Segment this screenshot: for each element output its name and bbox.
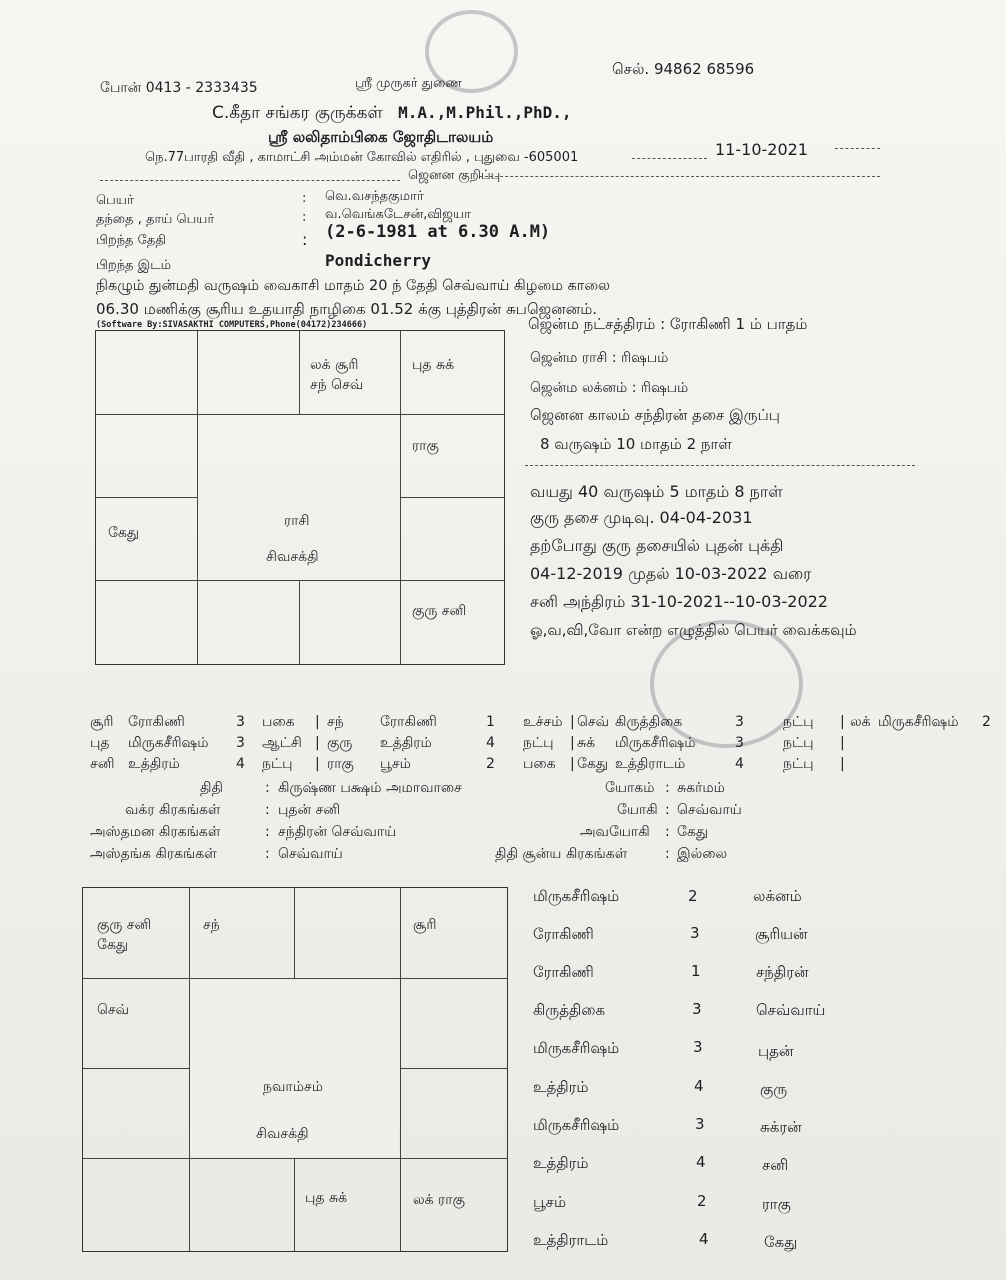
pt-cell: | xyxy=(570,735,575,751)
misc-right-sep: : xyxy=(665,824,670,840)
nak-pada: 3 xyxy=(690,924,700,942)
pt-cell: பூசம் xyxy=(380,756,411,772)
nak-pada: 3 xyxy=(693,1038,703,1056)
nak-star: உத்திராடம் xyxy=(533,1231,609,1249)
cell-number: செல். 94862 68596 xyxy=(612,60,755,78)
rasi-chart xyxy=(95,330,505,665)
pt-cell: செவ் xyxy=(577,714,610,730)
nak-planet: ராகு xyxy=(762,1195,791,1213)
nak-star: ரோகிணி xyxy=(533,925,594,943)
software-credit: (Software By:SIVASAKTHI COMPUTERS,Phone(04172)234666) xyxy=(96,320,368,330)
astrologer-name-text: C.கீதா சங்கர குருக்கள் xyxy=(212,103,383,123)
pt-cell: நட்பு xyxy=(783,735,814,751)
pt-cell: உச்சம் xyxy=(523,714,563,730)
header-rule-right xyxy=(632,158,707,159)
navamsam-cell-r0c1: சந் xyxy=(203,917,220,933)
nak-planet: புதன் xyxy=(758,1042,794,1060)
navamsam-chart-title: நவாம்சம் xyxy=(263,1079,323,1095)
nak-pada: 3 xyxy=(692,1000,702,1018)
office-name: ஸ்ரீ லலிதாம்பிகை ஜோதிடாலயம் xyxy=(268,128,494,146)
pt-cell: நட்பு xyxy=(783,756,814,772)
pt-cell: சனி xyxy=(90,756,115,772)
nak-star: பூசம் xyxy=(533,1193,567,1211)
nak-planet: சனி xyxy=(762,1156,789,1174)
pt-cell: ராகு xyxy=(327,756,354,772)
sep-parents: : xyxy=(302,210,307,225)
rasi-chart-title: ராசி xyxy=(284,513,310,529)
nak-pada: 2 xyxy=(697,1192,707,1210)
value-parents: வ.வெங்கடேசன்,விஜயா xyxy=(325,207,471,222)
title-rule-left xyxy=(100,180,400,181)
navamsam-cell-r0c0: குரு சனி கேது xyxy=(97,917,152,953)
rasi-cell-r2c0: கேது xyxy=(108,525,140,541)
qualifications: M.A.,M.Phil.,PhD., xyxy=(398,103,572,122)
pt-cell: மிருகசீரிஷம் xyxy=(878,714,959,730)
pt-cell: 2 xyxy=(982,714,991,730)
nak-star: மிருகசீரிஷம் xyxy=(533,887,620,905)
pt-cell: சூரி xyxy=(90,714,114,730)
birth-info-rule xyxy=(525,465,915,466)
misc-label: அஸ்தங்க கிரகங்கள் xyxy=(90,846,217,862)
header-rule-far-right xyxy=(835,148,880,149)
misc-right-value: கேது xyxy=(677,824,709,840)
nak-planet: குரு xyxy=(760,1080,788,1098)
pt-cell: நட்பு xyxy=(783,714,814,730)
misc-right-sep: : xyxy=(665,846,670,862)
nak-star: ரோகிணி xyxy=(533,963,594,981)
misc-sep: : xyxy=(265,846,270,862)
pt-cell: மிருகசீரிஷம் xyxy=(128,735,209,751)
document-title: ஜெனன குறிப்பு xyxy=(408,168,501,183)
misc-value: சந்திரன் செவ்வாய் xyxy=(278,824,397,840)
nak-planet: செவ்வாய் xyxy=(756,1001,826,1019)
nak-star: கிருத்திகை xyxy=(533,1001,606,1019)
nak-star: மிருகசீரிஷம் xyxy=(533,1039,620,1057)
sep-name: : xyxy=(302,191,307,206)
misc-value: புதன் சனி xyxy=(278,802,341,818)
misc-right-label: யோகி xyxy=(617,802,658,818)
pt-cell: ரோகிணி xyxy=(128,714,185,730)
misc-right-value: சுகர்மம் xyxy=(677,780,725,796)
misc-right-label: யோகம் xyxy=(605,780,655,796)
nak-pada: 3 xyxy=(695,1115,705,1133)
janma-rasi: ஜென்ம ராசி : ரிஷபம் xyxy=(530,350,669,366)
misc-sep: : xyxy=(265,802,270,818)
misc-right-sep: : xyxy=(665,802,670,818)
pt-cell: 3 xyxy=(735,735,744,751)
nak-pada: 4 xyxy=(694,1077,704,1095)
pt-cell: 3 xyxy=(236,735,245,751)
pt-cell: புத xyxy=(90,735,110,751)
misc-right-value: இல்லை xyxy=(677,846,728,862)
dasha-balance-value: 8 வருஷம் 10 மாதம் 2 நாள் xyxy=(540,435,732,453)
pt-cell: நட்பு xyxy=(523,735,554,751)
value-dob: (2-6-1981 at 6.30 A.M) xyxy=(325,222,551,242)
phone-number: போன் 0413 - 2333435 xyxy=(100,80,258,96)
pt-cell: | xyxy=(315,756,320,772)
pt-cell: குரு xyxy=(327,735,353,751)
navamsam-chart xyxy=(82,887,508,1252)
misc-label: வக்ர கிரகங்கள் xyxy=(125,802,221,818)
pt-cell: கேது xyxy=(577,756,609,772)
navamsam-cell-r3c3: லக் ராகு xyxy=(413,1192,465,1208)
pt-cell: | xyxy=(840,756,845,772)
misc-value: கிருஷ்ண பக்ஷம் அமாவாசை xyxy=(278,780,462,796)
value-name: வெ.வசந்தகுமார் xyxy=(325,189,424,204)
misc-right-value: செவ்வாய் xyxy=(677,802,742,818)
misc-sep: : xyxy=(265,780,270,796)
nak-pada: 1 xyxy=(691,962,701,980)
rasi-chart-subtitle: சிவசக்தி xyxy=(266,549,319,565)
pt-cell: ரோகிணி xyxy=(380,714,437,730)
pt-cell: 2 xyxy=(486,756,495,772)
misc-sep: : xyxy=(265,824,270,840)
nak-planet: சுக்ரன் xyxy=(760,1118,802,1136)
pt-cell: உத்திராடம் xyxy=(615,756,686,772)
rasi-cell-r0c2: லக் சூரி சந் செவ் xyxy=(310,357,364,393)
pt-cell: 1 xyxy=(486,714,495,730)
nak-planet: சந்திரன் xyxy=(756,963,809,981)
astrologer-name xyxy=(212,103,572,125)
nak-planet: கேது xyxy=(764,1233,798,1251)
nak-star: உத்திரம் xyxy=(533,1078,589,1096)
pt-cell: | xyxy=(315,735,320,751)
pt-cell: ஆட்சி xyxy=(262,735,302,751)
current-age: வயது 40 வருஷம் 5 மாதம் 8 நாள் xyxy=(530,482,783,501)
pt-cell: 4 xyxy=(486,735,495,751)
misc-value: செவ்வாய் xyxy=(278,846,343,862)
title-rule-right xyxy=(480,176,880,177)
misc-right-label: திதி சூன்ய கிரகங்கள் xyxy=(495,846,628,862)
misc-label: திதி xyxy=(200,780,223,796)
current-bhukti-range: 04-12-2019 முதல் 10-03-2022 வரை xyxy=(530,564,812,583)
pt-cell: | xyxy=(570,756,575,772)
pt-cell: மிருகசீரிஷம் xyxy=(615,735,696,751)
rasi-cell-r3c3: குரு சனி xyxy=(412,603,467,619)
office-address: நெ.77பாரதி வீதி , காமாட்சி அம்மன் கோவில் எதிரில் , புதுவை -605001 xyxy=(145,150,579,165)
sep-dob: : xyxy=(302,230,308,249)
label-pob: பிறந்த இடம் xyxy=(96,258,172,273)
pt-cell: கிருத்திகை xyxy=(615,714,683,730)
janma-nakshatra: ஜென்ம நட்சத்திரம் : ரோகிணி 1 ம் பாதம் xyxy=(528,315,808,333)
pt-cell: சுக் xyxy=(577,735,596,751)
sani-antharam: சனி அந்திரம் 31-10-2021--10-03-2022 xyxy=(530,592,828,611)
pt-cell: 4 xyxy=(735,756,744,772)
pt-cell: | xyxy=(840,714,845,730)
label-parents: தந்தை , தாய் பெயர் xyxy=(96,212,215,227)
navamsam-chart-subtitle: சிவசக்தி xyxy=(256,1126,309,1142)
nak-planet: சூரியன் xyxy=(755,925,808,943)
document-date: 11-10-2021 xyxy=(715,140,808,159)
pt-cell: உத்திரம் xyxy=(128,756,180,772)
nak-planet: லக்னம் xyxy=(753,887,802,905)
janma-lagnam: ஜென்ம லக்னம் : ரிஷபம் xyxy=(530,380,689,396)
pt-cell: | xyxy=(570,714,575,730)
pt-cell: உத்திரம் xyxy=(380,735,432,751)
planet-table-row xyxy=(90,735,850,755)
pt-cell: நட்பு xyxy=(262,756,293,772)
nak-star: மிருகசீரிஷம் xyxy=(533,1116,620,1134)
planet-table-row xyxy=(90,756,850,776)
name-letters: ஓ,வ,வி,வோ என்ற எழுத்தில் பெயர் வைக்கவும் xyxy=(530,621,857,639)
nak-pada: 2 xyxy=(688,887,698,905)
misc-right-label: அவயோகி xyxy=(580,824,650,840)
nakshatra-list xyxy=(533,887,853,1257)
current-bhukti: தற்போது குரு தசையில் புதன் புக்தி xyxy=(530,536,784,555)
pt-cell: லக் xyxy=(850,714,871,730)
pt-cell: பகை xyxy=(262,714,295,730)
pt-cell: 3 xyxy=(236,714,245,730)
nak-pada: 4 xyxy=(696,1153,706,1171)
navamsam-cell-r3c2: புத சுக் xyxy=(305,1190,348,1206)
navamsam-cell-r0c3: சூரி xyxy=(413,917,437,933)
navamsam-cell-r1c0: செவ் xyxy=(97,1002,130,1018)
blessing-text: ஸ்ரீ முருகர் துணை xyxy=(355,76,462,91)
rasi-cell-r1c3: ராகு xyxy=(412,438,439,454)
guru-dasha-end: குரு தசை முடிவு. 04-04-2031 xyxy=(530,508,753,527)
pt-cell: பகை xyxy=(523,756,556,772)
dasha-balance-label: ஜெனன காலம் சந்திரன் தசை இருப்பு xyxy=(530,406,780,424)
pt-cell: | xyxy=(315,714,320,730)
label-name: பெயர் xyxy=(96,193,134,208)
birth-statement-line1: நிகழும் துன்மதி வருஷம் வைகாசி மாதம் 20 ந் தேதி செவ்வாய் கிழமை காலை xyxy=(96,278,611,294)
value-pob: Pondicherry xyxy=(325,251,431,270)
pt-cell: 3 xyxy=(735,714,744,730)
birth-statement-line2: 06.30 மணிக்கு சூரிய உதயாதி நாழிகை 01.52 க்கு புத்திரன் சுபஜெனனம். xyxy=(96,300,598,318)
misc-right-sep: : xyxy=(665,780,670,796)
rasi-cell-r0c3: புத சுக் xyxy=(412,357,455,373)
pt-cell: 4 xyxy=(236,756,245,772)
label-dob: பிறந்த தேதி xyxy=(96,233,166,248)
nak-pada: 4 xyxy=(699,1230,709,1248)
pt-cell: சந் xyxy=(327,714,344,730)
misc-label: அஸ்தமன கிரகங்கள் xyxy=(90,824,221,840)
pt-cell: | xyxy=(840,735,845,751)
nak-star: உத்திரம் xyxy=(533,1154,589,1172)
planet-table-row xyxy=(90,714,1000,734)
